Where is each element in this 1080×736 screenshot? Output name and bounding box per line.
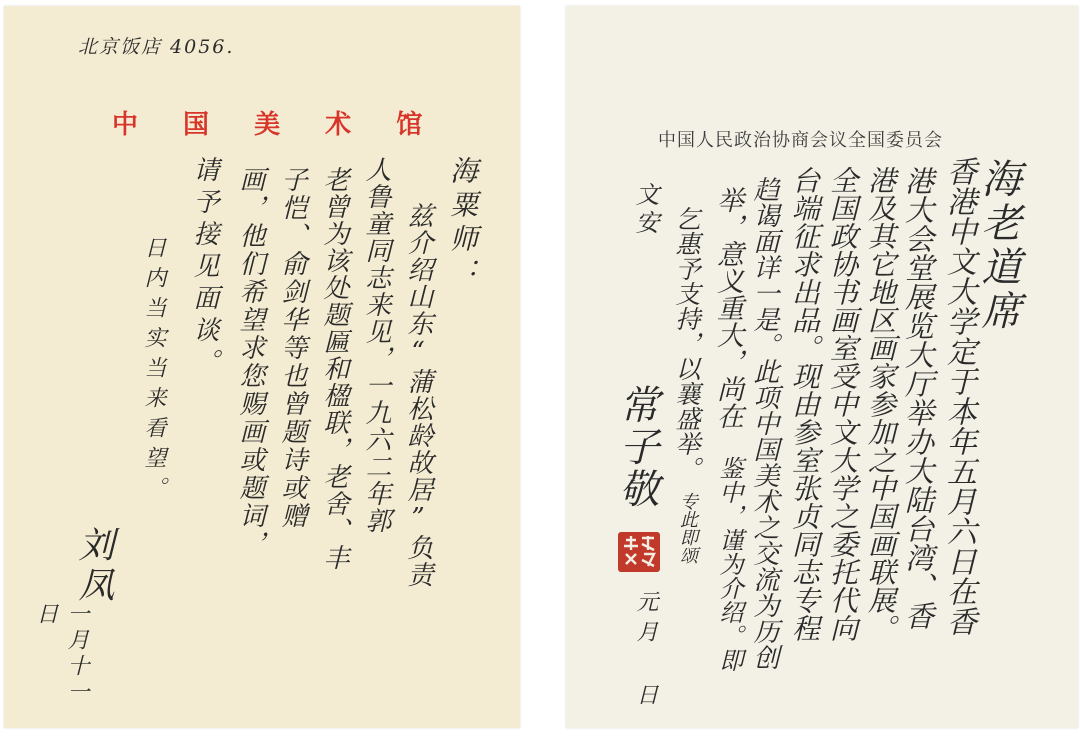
body-column-4: 子恺、俞剑华等也曾题诗或赠 bbox=[277, 166, 307, 530]
salutation: 海老道席 bbox=[975, 158, 1021, 334]
right-letter-sheet bbox=[566, 6, 1078, 728]
body-column-6: 趋谒面详一是。此项中国美术之交流为历创 bbox=[749, 176, 779, 670]
body-column-4: 全国政协书画室受中文大学之委托代向 bbox=[826, 166, 859, 642]
seal-stamp bbox=[618, 532, 660, 572]
reference-note: 北京饭店 4056. bbox=[78, 36, 235, 58]
body-column-3: 港及其它地区画家参加之中国画联展。 bbox=[864, 166, 897, 642]
body-column-5: 台端征求出品。现由参室张贞同志专程 bbox=[788, 166, 821, 642]
body-column-8-continued: 专此即颂 bbox=[677, 492, 698, 564]
left-letter-sheet bbox=[4, 6, 520, 728]
body-column-1: 兹介绍山东“蒲松龄故居”负责 bbox=[403, 202, 433, 588]
date: 一月十一日 bbox=[33, 602, 89, 706]
valediction: 文安 bbox=[631, 182, 659, 238]
body-column-2: 人鲁童同志来见，一九六二年郭 bbox=[361, 156, 391, 534]
closing-line: 日内当实当来看望。 bbox=[141, 236, 166, 506]
letterhead: 中 国 美 术 馆 bbox=[112, 110, 441, 140]
body-column-7-continued: 鉴中，谨为介绍。即 bbox=[715, 456, 743, 672]
date: 元月 日 bbox=[633, 590, 658, 713]
body-column-2: 港大会堂展览大厅举办大陆台湾、香 bbox=[901, 166, 935, 630]
letterhead: 中国人民政治协商会议全国委员会 bbox=[658, 130, 943, 151]
body-column-3: 老曾为该处题匾和楹联，老舍、丰 bbox=[319, 166, 349, 571]
body-column-5: 画，他们希望求您赐画或题词， bbox=[235, 166, 265, 558]
body-column-7: 举，意义重大，尚在 bbox=[712, 186, 743, 429]
body-column-6: 请予接见面谈。 bbox=[189, 156, 219, 380]
body-column-1: 香港中文大学定于本年五月六日在香 bbox=[941, 156, 976, 636]
salutation: 海粟师： bbox=[446, 156, 479, 292]
signature: 常子敬 bbox=[613, 384, 659, 510]
body-column-8: 乞惠予支持，以襄盛举。 bbox=[672, 206, 701, 481]
signature: 刘凤 bbox=[73, 526, 114, 606]
